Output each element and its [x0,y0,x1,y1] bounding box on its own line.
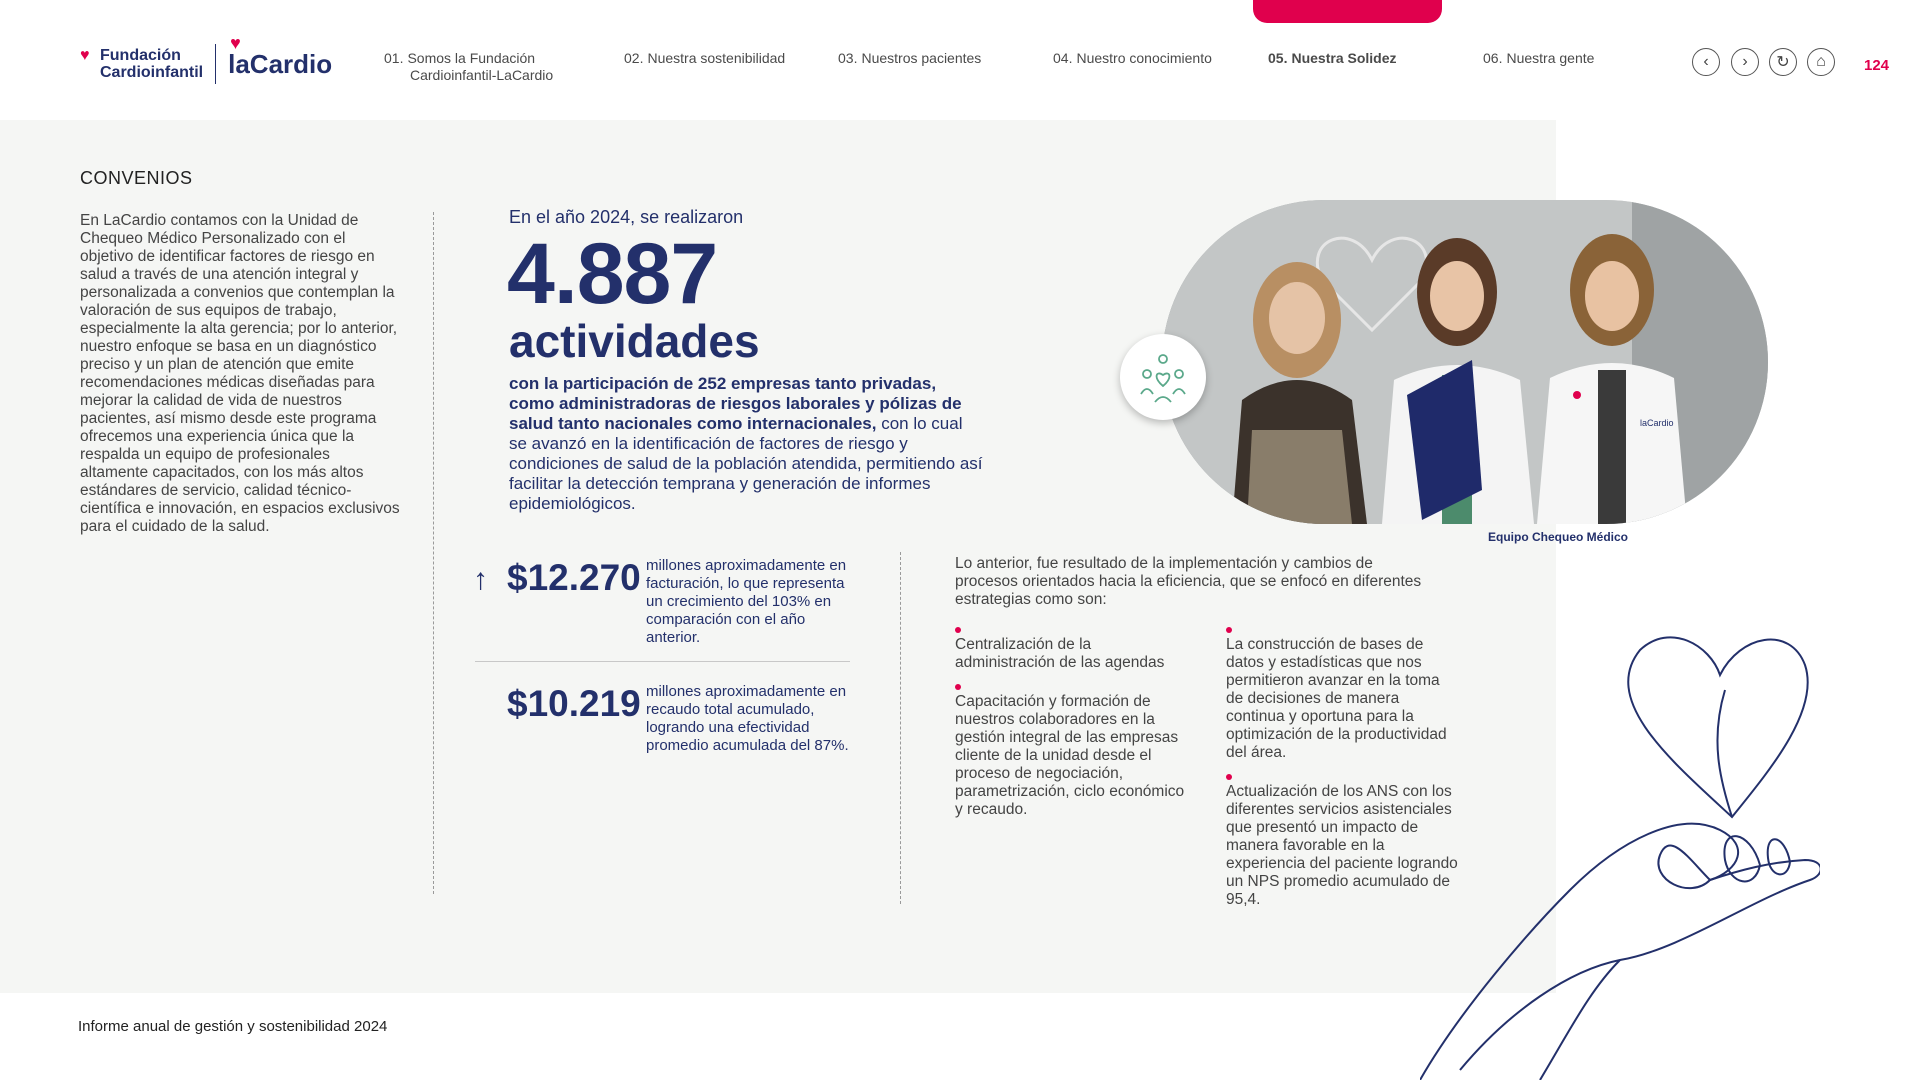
nav-item-04[interactable]: 04. Nuestro conocimiento [1053,50,1212,66]
photo-caption: Equipo Chequeo Médico [1488,530,1628,544]
metric-billing-desc: millones aproximadamente en facturación, lo que representa un crecimiento del 103% en comparación con el año anterior. [646,557,847,646]
bullet-dot [1226,774,1232,780]
metric-divider [475,661,850,662]
logo-lacardio: ♥ laCardio [228,32,333,79]
divider-vertical-middle [900,552,901,904]
refresh-icon[interactable]: ↻ [1769,48,1797,76]
bullet-dot [1226,627,1232,633]
nav-item-01[interactable]: 01. Somos la Fundación Cardioinfantil-LaCardio [384,50,554,83]
active-tab-marker [1253,0,1442,23]
nav-item-03[interactable]: 03. Nuestros pacientes [838,50,982,66]
logo-fundacion-cardioinfantil: ♥ Fundación Cardioinfantil [80,47,204,81]
chevron-left-icon[interactable]: ‹ [1692,48,1720,76]
heart-icon: ♥ [80,47,90,64]
logo[interactable] [80,32,333,84]
arrow-up-icon: ↑ [473,563,488,596]
bullet-dot [955,684,961,690]
metric-collection-value: $10.219 [507,683,641,724]
page-number: 124 [1864,57,1890,74]
home-icon[interactable]: ⌂ [1807,48,1835,76]
strategy-item: La construcción de bases de datos y estadísticas que nos permitieron avanzar en la toma de decisiones de manera continua y oportuna para la optimización de la productividad del área. [1226,627,1461,762]
chevron-right-icon[interactable]: › [1731,48,1759,76]
nav-item-06[interactable]: 06. Nuestra gente [1483,50,1595,66]
logo-divider [215,44,216,84]
heart-team-icon [1120,334,1206,420]
strategy-item: Actualización de los ANS con los diferentes servicios asistenciales que presentó un impacto de manera favorable en la experiencia del paciente logrando un NPS promedio acumulado de 95,4. [1226,774,1461,909]
nav-item-05[interactable]: 05. Nuestra Solidez [1268,50,1397,66]
team-photo [1162,200,1768,524]
divider-vertical-left [433,212,434,894]
strategy-item: Centralización de la administración de las agendas [955,627,1195,672]
highlight-lead: En el año 2024, se realizaron [509,207,744,227]
metric-billing-value: $12.270 [507,557,641,598]
strategies-intro: Lo anterior, fue resultado de la implementación y cambios de procesos orientados hacia la eficiencia, que se enfocó en diferentes estrategias como son: [955,555,1422,608]
highlight-description: con la participación de 252 empresas tanto privadas, como administradoras de riesgos laborales y pólizas de salud tanto nacionales como internacionales, con lo cual se avanzó en la identificación de factores de riesgo y condiciones de salud de la población atendida, permitiendo así facilitar la detección temprana y generación de informes epidemiológicos. [509,374,983,513]
footer-text: Informe anual de gestión y sostenibilidad 2024 [78,1018,388,1035]
team-photo-illustration [1162,200,1768,524]
metric-collection-desc: millones aproximadamente en recaudo total acumulado, logrando una efectividad promedio acumulada del 87%. [646,683,849,754]
section-title: CONVENIOS [80,168,193,188]
highlight-number: 4.887 [507,226,718,322]
header [0,0,1920,120]
highlight-word: actividades [509,315,760,367]
nav-item-02[interactable]: 02. Nuestra sostenibilidad [624,50,786,66]
strategy-item: Capacitación y formación de nuestros colaboradores en la gestión integral de las empresas cliente de la unidad desde el proceso de negociación, parametrización, ciclo económico y recaudo. [955,684,1195,819]
heart-icon: ♥ [230,32,241,53]
coat-logo: laCardio [1640,418,1674,428]
bullet-dot [955,627,961,633]
hand-heart-illustration [1420,630,1820,1080]
intro-text: En LaCardio contamos con la Unidad de Chequeo Médico Personalizado con el objetivo de identificar factores de riesgo en salud a través de una atención integral y personalizada a convenios que contemplan la valoración de sus equipos de trabajo, especialmente la alta gerencia; por lo anterior, nuestro enfoque se basa en un diagnóstico preciso y un plan de atención que emite recomendaciones médicas diseñadas para mejorar la calidad de vida de nuestros pacientes, así mismo desde este programa ofrecemos una experiencia única que la respalda un equipo de profesionales altamente capacitados, con los más altos estándares de servicio, calidad técnico-científica e innovación, en espacios exclusivos para el cuidado de la salud. [80,212,400,535]
